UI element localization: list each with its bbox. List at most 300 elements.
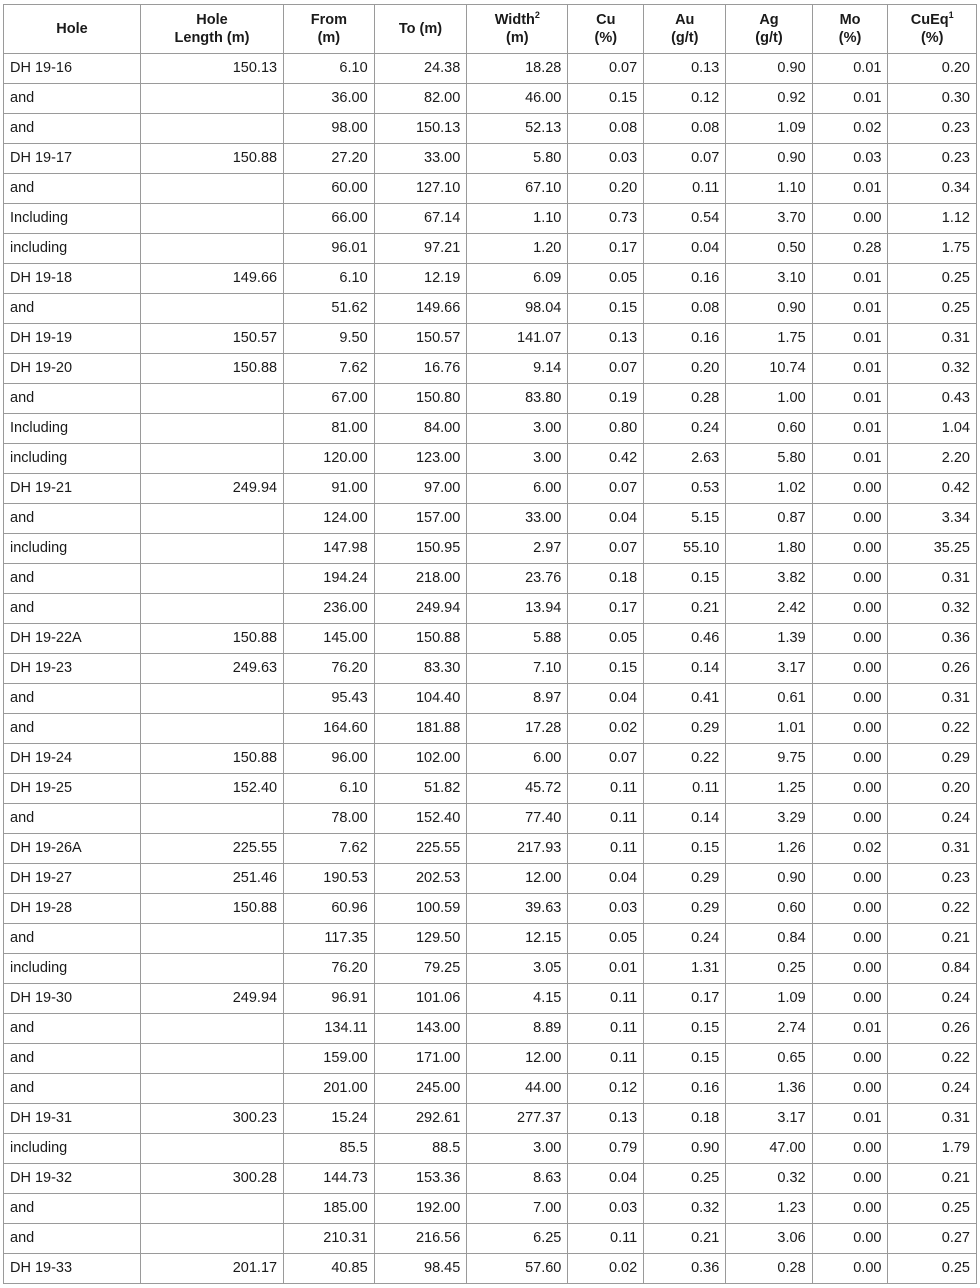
cell-value: 1.01 [726,714,812,744]
cell-value: 0.00 [812,714,888,744]
cell-value: 3.82 [726,564,812,594]
cell-value: 150.95 [374,534,467,564]
cell-value: 0.31 [888,324,977,354]
cell-value: 145.00 [284,624,375,654]
cell-value: 0.42 [888,474,977,504]
cell-value: 0.16 [644,324,726,354]
cell-value: 67.00 [284,384,375,414]
cell-value: 12.19 [374,264,467,294]
cell-value: 0.00 [812,1254,888,1284]
cell-value: 0.17 [644,984,726,1014]
cell-value: 1.02 [726,474,812,504]
cell-hole-id: and [4,114,141,144]
cell-value: 3.34 [888,504,977,534]
cell-value: 0.29 [888,744,977,774]
cell-hole-id: and [4,384,141,414]
cell-value: 0.23 [888,864,977,894]
column-header-title: Hole [56,20,88,37]
table-row [4,624,977,654]
cell-value: 51.62 [284,294,375,324]
cell-value [140,564,283,594]
cell-value: 127.10 [374,174,467,204]
cell-value: 0.25 [644,1164,726,1194]
cell-value: 1.12 [888,204,977,234]
cell-value: 85.5 [284,1134,375,1164]
cell-value: 0.00 [812,984,888,1014]
cell-value: 0.11 [568,1044,644,1074]
cell-value: 0.03 [568,894,644,924]
table-row [4,774,977,804]
cell-value: 0.01 [812,384,888,414]
cell-value: 0.08 [644,114,726,144]
column-header-title: From [310,11,347,28]
cell-value: 149.66 [374,294,467,324]
cell-value: 0.15 [644,564,726,594]
table-row [4,1254,977,1284]
cell-value: 124.00 [284,504,375,534]
table-row [4,564,977,594]
cell-value: 0.01 [812,264,888,294]
cell-value [140,714,283,744]
cell-value: 96.01 [284,234,375,264]
cell-hole-id: and [4,1194,141,1224]
cell-value: 8.97 [467,684,568,714]
cell-value: 33.00 [374,144,467,174]
cell-hole-id: DH 19-17 [4,144,141,174]
column-header-2 [284,5,375,54]
cell-value: 0.00 [812,1224,888,1254]
column-header-8 [812,5,888,54]
cell-value: 0.21 [888,1164,977,1194]
cell-value: 190.53 [284,864,375,894]
cell-value: 35.25 [888,534,977,564]
cell-value: 0.07 [568,474,644,504]
cell-value: 0.00 [812,564,888,594]
cell-value: 2.97 [467,534,568,564]
cell-value: 0.22 [888,894,977,924]
cell-value: 2.74 [726,1014,812,1044]
cell-value: 0.32 [888,354,977,384]
cell-value: 0.07 [568,534,644,564]
cell-value: 0.84 [726,924,812,954]
cell-value: 8.89 [467,1014,568,1044]
cell-value: 82.00 [374,84,467,114]
cell-value: 66.00 [284,204,375,234]
cell-value: 0.20 [888,774,977,804]
cell-value: 51.82 [374,774,467,804]
cell-value: 1.75 [726,324,812,354]
cell-value: 2.63 [644,444,726,474]
cell-value [140,534,283,564]
cell-value: 0.00 [812,654,888,684]
column-header-unit: Length (m) [174,30,250,46]
cell-hole-id: DH 19-19 [4,324,141,354]
cell-hole-id: DH 19-22A [4,624,141,654]
cell-value [140,1224,283,1254]
table-row [4,1224,977,1254]
cell-value [140,174,283,204]
cell-value: 0.01 [812,444,888,474]
cell-value: 0.00 [812,594,888,624]
cell-value: 0.28 [726,1254,812,1284]
cell-value: 0.43 [888,384,977,414]
cell-value: 55.10 [644,534,726,564]
cell-value [140,294,283,324]
cell-value: 150.88 [374,624,467,654]
table-body [4,54,977,1284]
cell-value: 150.88 [140,744,283,774]
cell-hole-id: and [4,1014,141,1044]
cell-value [140,1134,283,1164]
cell-value: 0.00 [812,894,888,924]
cell-value: 0.01 [812,54,888,84]
cell-value: 0.23 [888,144,977,174]
cell-value: 152.40 [140,774,283,804]
cell-value: 57.60 [467,1254,568,1284]
cell-hole-id: DH 19-32 [4,1164,141,1194]
cell-hole-id: and [4,564,141,594]
cell-value: 0.31 [888,1104,977,1134]
cell-value: 192.00 [374,1194,467,1224]
cell-hole-id: and [4,714,141,744]
cell-value: 0.00 [812,1164,888,1194]
cell-hole-id: including [4,954,141,984]
cell-value: 101.06 [374,984,467,1014]
column-header-title: Cu [596,11,616,28]
cell-value: 0.11 [644,774,726,804]
cell-value: 9.14 [467,354,568,384]
cell-value: 150.80 [374,384,467,414]
cell-value: 104.40 [374,684,467,714]
table-row [4,354,977,384]
cell-value: 0.00 [812,534,888,564]
cell-value: 194.24 [284,564,375,594]
cell-value: 0.04 [568,1164,644,1194]
cell-value: 1.26 [726,834,812,864]
cell-hole-id: and [4,804,141,834]
cell-value: 67.10 [467,174,568,204]
cell-value: 0.25 [888,1254,977,1284]
cell-value: 0.15 [644,834,726,864]
cell-value: 1.04 [888,414,977,444]
cell-value: 2.20 [888,444,977,474]
cell-hole-id: DH 19-16 [4,54,141,84]
drill-results-table [3,4,977,1284]
cell-value: 0.15 [568,654,644,684]
cell-value: 0.36 [888,624,977,654]
column-header-unit: (g/t) [671,30,699,46]
cell-value: 0.04 [568,684,644,714]
cell-value: 8.63 [467,1164,568,1194]
cell-value: 0.61 [726,684,812,714]
cell-value: 79.25 [374,954,467,984]
cell-value: 0.29 [644,894,726,924]
cell-value: 249.94 [140,984,283,1014]
cell-value: 0.25 [726,954,812,984]
cell-hole-id: and [4,294,141,324]
cell-value: 0.32 [726,1164,812,1194]
cell-value: 0.04 [568,504,644,534]
column-header-unit: (%) [920,30,944,46]
cell-value: 0.25 [888,294,977,324]
cell-value: 12.00 [467,1044,568,1074]
cell-value [140,1194,283,1224]
cell-value: 0.22 [888,1044,977,1074]
cell-value: 5.80 [467,144,568,174]
cell-value: 3.17 [726,1104,812,1134]
cell-value: 0.27 [888,1224,977,1254]
column-header-3 [374,5,467,54]
column-header-unit: (%) [594,30,618,46]
cell-value: 0.01 [812,324,888,354]
table-row [4,744,977,774]
table-row [4,1044,977,1074]
cell-value: 13.94 [467,594,568,624]
cell-value: 0.31 [888,834,977,864]
cell-value: 15.24 [284,1104,375,1134]
table-row [4,174,977,204]
cell-hole-id: and [4,174,141,204]
cell-value: 210.31 [284,1224,375,1254]
column-header-unit: (m) [317,30,341,46]
cell-value: 236.00 [284,594,375,624]
cell-value: 0.79 [568,1134,644,1164]
cell-value: 150.88 [140,144,283,174]
cell-value [140,204,283,234]
table-row [4,1014,977,1044]
cell-value: 181.88 [374,714,467,744]
cell-value: 0.28 [812,234,888,264]
cell-value: 4.15 [467,984,568,1014]
cell-value: 150.88 [140,624,283,654]
cell-value: 1.79 [888,1134,977,1164]
cell-value: 0.00 [812,1074,888,1104]
cell-value: 0.01 [812,1014,888,1044]
cell-value: 33.00 [467,504,568,534]
cell-value: 0.07 [568,744,644,774]
column-header-title: Au [675,11,695,28]
cell-value: 23.76 [467,564,568,594]
cell-value: 0.07 [568,354,644,384]
column-header-footnote-marker: 2 [534,10,540,21]
cell-value: 98.45 [374,1254,467,1284]
cell-value: 3.70 [726,204,812,234]
cell-value: 201.17 [140,1254,283,1284]
cell-value: 0.00 [812,1194,888,1224]
cell-value [140,84,283,114]
column-header-title: Width [494,11,535,28]
cell-value: 0.15 [568,84,644,114]
cell-hole-id: DH 19-33 [4,1254,141,1284]
cell-value: 0.20 [644,354,726,384]
cell-value: 3.06 [726,1224,812,1254]
cell-value [140,594,283,624]
cell-value: 0.25 [888,264,977,294]
cell-value: 150.57 [374,324,467,354]
cell-value: 88.5 [374,1134,467,1164]
cell-value: 0.31 [888,564,977,594]
cell-value: 171.00 [374,1044,467,1074]
cell-value: 12.00 [467,864,568,894]
cell-hole-id: and [4,594,141,624]
cell-value: 0.00 [812,1044,888,1074]
cell-value: 91.00 [284,474,375,504]
cell-value: 67.14 [374,204,467,234]
cell-value [140,504,283,534]
cell-value: 98.04 [467,294,568,324]
table-row [4,384,977,414]
cell-value: 27.20 [284,144,375,174]
cell-value: 0.01 [812,414,888,444]
cell-value: 0.01 [812,294,888,324]
table-row [4,924,977,954]
cell-value [140,114,283,144]
cell-value: 143.00 [374,1014,467,1044]
cell-value [140,444,283,474]
table-row [4,204,977,234]
cell-value: 0.42 [568,444,644,474]
cell-value: 277.37 [467,1104,568,1134]
cell-value: 0.13 [568,324,644,354]
cell-value: 0.21 [888,924,977,954]
cell-hole-id: DH 19-21 [4,474,141,504]
column-header-0 [4,5,141,54]
cell-value: 0.01 [812,354,888,384]
cell-value: 100.59 [374,894,467,924]
cell-value: 0.17 [568,234,644,264]
cell-value: 123.00 [374,444,467,474]
cell-value: 0.21 [644,594,726,624]
cell-value: 96.00 [284,744,375,774]
table-row [4,114,977,144]
cell-hole-id: including [4,234,141,264]
cell-value [140,384,283,414]
cell-value: 96.91 [284,984,375,1014]
cell-value: 0.18 [568,564,644,594]
cell-value [140,1074,283,1104]
cell-value: 81.00 [284,414,375,444]
cell-value: 225.55 [374,834,467,864]
cell-value: 0.01 [812,84,888,114]
cell-hole-id: DH 19-20 [4,354,141,384]
cell-value: 0.01 [568,954,644,984]
cell-value: 0.87 [726,504,812,534]
cell-value: 0.07 [644,144,726,174]
cell-value: 7.62 [284,354,375,384]
cell-value: 0.11 [644,174,726,204]
cell-hole-id: Including [4,414,141,444]
cell-value [140,234,283,264]
cell-value [140,1044,283,1074]
cell-value: 1.09 [726,984,812,1014]
table-row [4,144,977,174]
cell-value: 0.90 [644,1134,726,1164]
table-row [4,864,977,894]
cell-value: 0.32 [888,594,977,624]
table-row [4,1194,977,1224]
column-header-title: Mo [839,11,861,28]
cell-value: 0.02 [812,834,888,864]
cell-value: 0.22 [888,714,977,744]
column-header-5 [568,5,644,54]
cell-value: 6.25 [467,1224,568,1254]
column-header-title: CuEq [910,11,949,28]
cell-hole-id: including [4,1134,141,1164]
cell-value: 6.10 [284,774,375,804]
cell-value: 0.90 [726,864,812,894]
cell-value: 0.11 [568,834,644,864]
cell-value: 0.00 [812,954,888,984]
cell-value: 0.22 [644,744,726,774]
cell-value: 60.96 [284,894,375,924]
table-row [4,804,977,834]
cell-value [140,684,283,714]
cell-value: 0.50 [726,234,812,264]
cell-hole-id: DH 19-27 [4,864,141,894]
cell-value: 1.23 [726,1194,812,1224]
cell-value: 3.00 [467,1134,568,1164]
cell-hole-id: including [4,444,141,474]
cell-value: 0.53 [644,474,726,504]
cell-value: 45.72 [467,774,568,804]
column-header-unit: (g/t) [755,30,783,46]
cell-value: 0.15 [568,294,644,324]
cell-value: 300.23 [140,1104,283,1134]
table-row [4,294,977,324]
cell-value: 0.90 [726,294,812,324]
cell-value: 0.25 [888,1194,977,1224]
cell-value: 0.00 [812,204,888,234]
cell-value: 97.00 [374,474,467,504]
cell-value: 78.00 [284,804,375,834]
cell-value: 0.16 [644,1074,726,1104]
cell-value: 0.05 [568,624,644,654]
cell-value: 164.60 [284,714,375,744]
cell-value [140,804,283,834]
cell-value: 0.11 [568,804,644,834]
cell-value: 0.41 [644,684,726,714]
cell-value: 0.73 [568,204,644,234]
cell-value: 0.00 [812,864,888,894]
cell-value: 251.46 [140,864,283,894]
cell-value: 0.02 [568,714,644,744]
cell-value: 7.62 [284,834,375,864]
cell-value: 141.07 [467,324,568,354]
cell-hole-id: DH 19-28 [4,894,141,924]
cell-value: 46.00 [467,84,568,114]
cell-value: 6.00 [467,744,568,774]
cell-value: 144.73 [284,1164,375,1194]
cell-value: 0.00 [812,774,888,804]
cell-value: 0.01 [812,1104,888,1134]
cell-value: 292.61 [374,1104,467,1134]
cell-value: 0.24 [644,924,726,954]
cell-value: 12.15 [467,924,568,954]
cell-value: 3.00 [467,414,568,444]
table-row [4,1134,977,1164]
table-header [4,5,977,54]
cell-value: 1.25 [726,774,812,804]
cell-value: 0.11 [568,1224,644,1254]
cell-hole-id: DH 19-31 [4,1104,141,1134]
table-row [4,834,977,864]
cell-value: 120.00 [284,444,375,474]
table-row [4,1104,977,1134]
cell-value: 0.54 [644,204,726,234]
table-row [4,594,977,624]
column-header-4 [467,5,568,54]
cell-value: 0.13 [644,54,726,84]
